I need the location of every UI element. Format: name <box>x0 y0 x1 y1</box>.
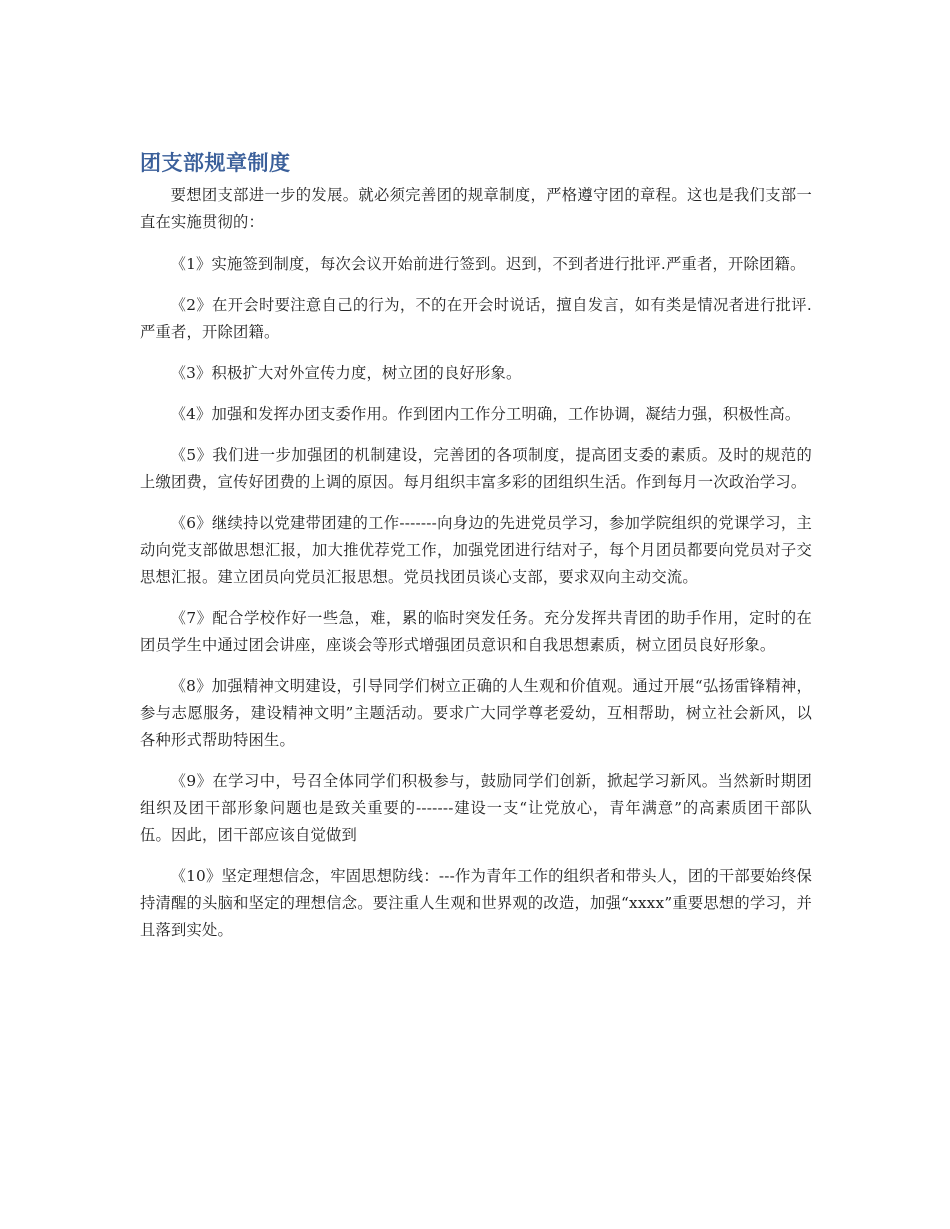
document-page <box>140 148 812 958</box>
rule-item-4: 《4》加强和发挥办团支委作用。作到团内工作分工明确，工作协调，凝结力强，积极性高。 <box>170 405 801 423</box>
rule-item-2: 《2》在开会时要注意自己的行为，不的在开会时说话，擅自发言，如有类是情况者进行批评.严重者，开除团籍。 <box>140 296 812 341</box>
document-title: 团支部规章制度 <box>140 151 291 175</box>
rule-item-3: 《3》积极扩大对外宣传力度，树立团的良好形象。 <box>170 364 522 382</box>
rule-item-9: 《9》在学习中，号召全体同学们积极参与，鼓励同学们创新，掀起学习新风。当然新时期团组织及团干部形象问题也是致关重要的-------建设一支“让党放心，青年满意”的高素质团干部队伍。因此，团干部应该自觉做到 <box>140 772 812 844</box>
rule-item-5: 《5》我们进一步加强团的机制建设，完善团的各项制度，提高团支委的素质。及时的规范的上缴团费，宣传好团费的上调的原因。每月组织丰富多彩的团组织生活。作到每月一次政治学习。 <box>140 446 812 491</box>
rule-item-10: 《10》坚定理想信念，牢固思想防线：---作为青年工作的组织者和带头人，团的干部要始终保持清醒的头脑和坚定的理想信念。要注重人生观和世界观的改造，加强“xxxx”重要思想的学习，并且落到实处。 <box>140 867 812 939</box>
rule-item-1: 《1》实施签到制度，每次会议开始前进行签到。迟到，不到者进行批评.严重者，开除团籍。 <box>170 255 806 273</box>
rule-item-6: 《6》继续持以党建带团建的工作-------向身边的先进党员学习，参加学院组织的党课学习，主动向党支部做思想汇报，加大推优荐党工作，加强党团进行结对子，每个月团员都要向党员对子交思想汇报。建立团员向党员汇报思想。党员找团员谈心支部，要求双向主动交流。 <box>140 514 812 586</box>
rule-item-8: 《8》加强精神文明建设，引导同学们树立正确的人生观和价值观。通过开展“弘扬雷锋精神，参与志愿服务，建设精神文明”主题活动。要求广大同学尊老爱幼，互相帮助，树立社会新风，以各种形式帮助特困生。 <box>140 677 812 749</box>
intro-paragraph: 要想团支部进一步的发展。就必须完善团的规章制度，严格遵守团的章程。这也是我们支部一直在实施贯彻的： <box>140 186 812 231</box>
rule-item-7: 《7》配合学校作好一些急，难，累的临时突发任务。充分发挥共青团的助手作用，定时的在团员学生中通过团会讲座，座谈会等形式增强团员意识和自我思想素质，树立团员良好形象。 <box>140 609 812 654</box>
